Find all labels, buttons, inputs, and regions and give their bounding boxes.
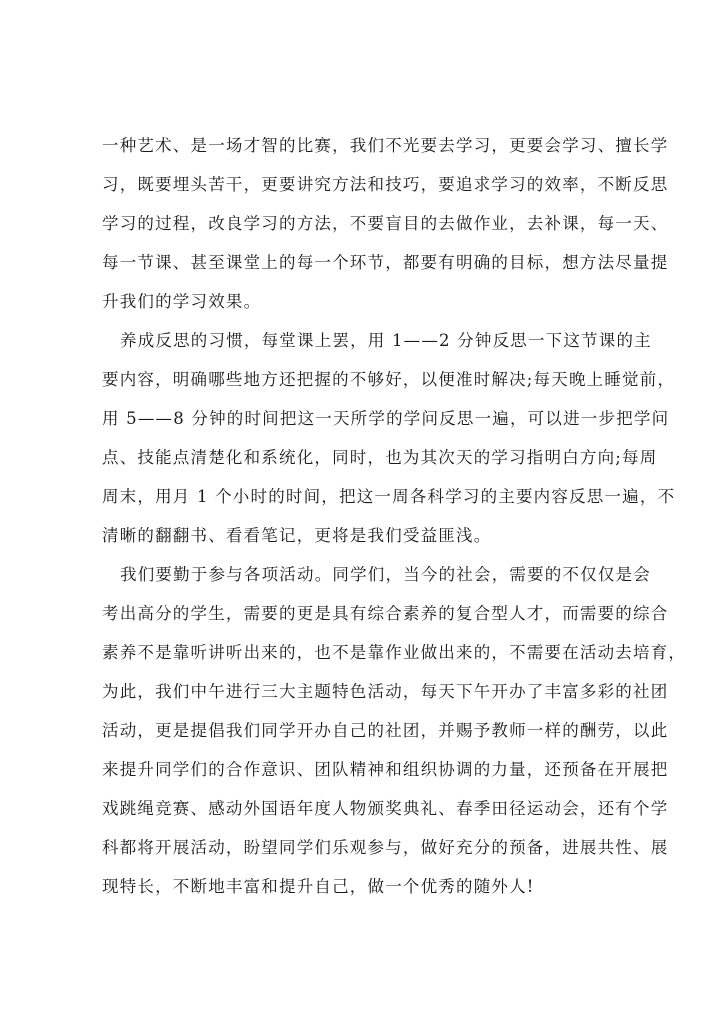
text-line: 升我们的学习效果。	[102, 292, 262, 311]
text-line: 习，既要埋头苦干，更要讲究方法和技巧，要追求学习的效率，不断反思	[102, 175, 669, 194]
paragraph-2	[102, 321, 676, 555]
text-line: 周末，用月 1 个小时的时间，把这一周各科学习的主要内容反思一遍，不	[102, 487, 676, 506]
text-line: 考出高分的学生，需要的更是具有综合素养的复合型人才，而需要的综合	[102, 604, 669, 623]
text-line: 现特长，不断地丰富和提升自己，做一个优秀的随外人!	[102, 877, 535, 896]
text-line: 戏跳绳竞赛、感动外国语年度人物颁奖典礼、春季田径运动会，还有个学	[102, 799, 669, 818]
paragraph-3	[102, 555, 687, 906]
text-line: 点、技能点清楚化和系统化，同时，也为其次天的学习指明白方向;每周	[102, 448, 658, 467]
document-body	[102, 126, 687, 906]
text-line: 清晰的翻翻书、看看笔记，更将是我们受益匪浅。	[102, 526, 492, 545]
paragraph-1	[102, 126, 669, 321]
text-line: 学习的过程，改良学习的方法，不要盲目的去做作业，去补课，每一天、	[102, 214, 669, 233]
text-line: 为此，我们中午进行三大主题特色活动，每天下午开办了丰富多彩的社团	[102, 682, 669, 701]
text-line: 一种艺术、是一场才智的比赛，我们不光要去学习，更要会学习、擅长学	[102, 136, 669, 155]
text-line: 每一节课、甚至课堂上的每一个环节，都要有明确的目标，想方法尽量提	[102, 253, 669, 272]
text-line: 科都将开展活动，盼望同学们乐观参与，做好充分的预备，进展共性、展	[102, 838, 669, 857]
text-line: 来提升同学们的合作意识、团队精神和组织协调的力量，还预备在开展把	[102, 760, 669, 779]
text-line: 素养不是靠听讲听出来的，也不是靠作业做出来的，不需要在活动去培育，	[102, 643, 687, 662]
text-line: 养成反思的习惯，每堂课上罢，用 1——2 分钟反思一下这节课的主	[120, 331, 652, 350]
text-line: 用 5——8 分钟的时间把这一天所学的学问反思一遍，可以进一步把学问	[102, 409, 670, 428]
text-line: 活动，更是提倡我们同学开办自己的社团，并赐予教师一样的酬劳，以此	[102, 721, 669, 740]
text-line: 我们要勤于参与各项活动。同学们，当今的社会，需要的不仅仅是会	[120, 565, 651, 584]
text-line: 要内容，明确哪些地方还把握的不够好，以便准时解决;每天晚上睡觉前，	[102, 370, 676, 389]
